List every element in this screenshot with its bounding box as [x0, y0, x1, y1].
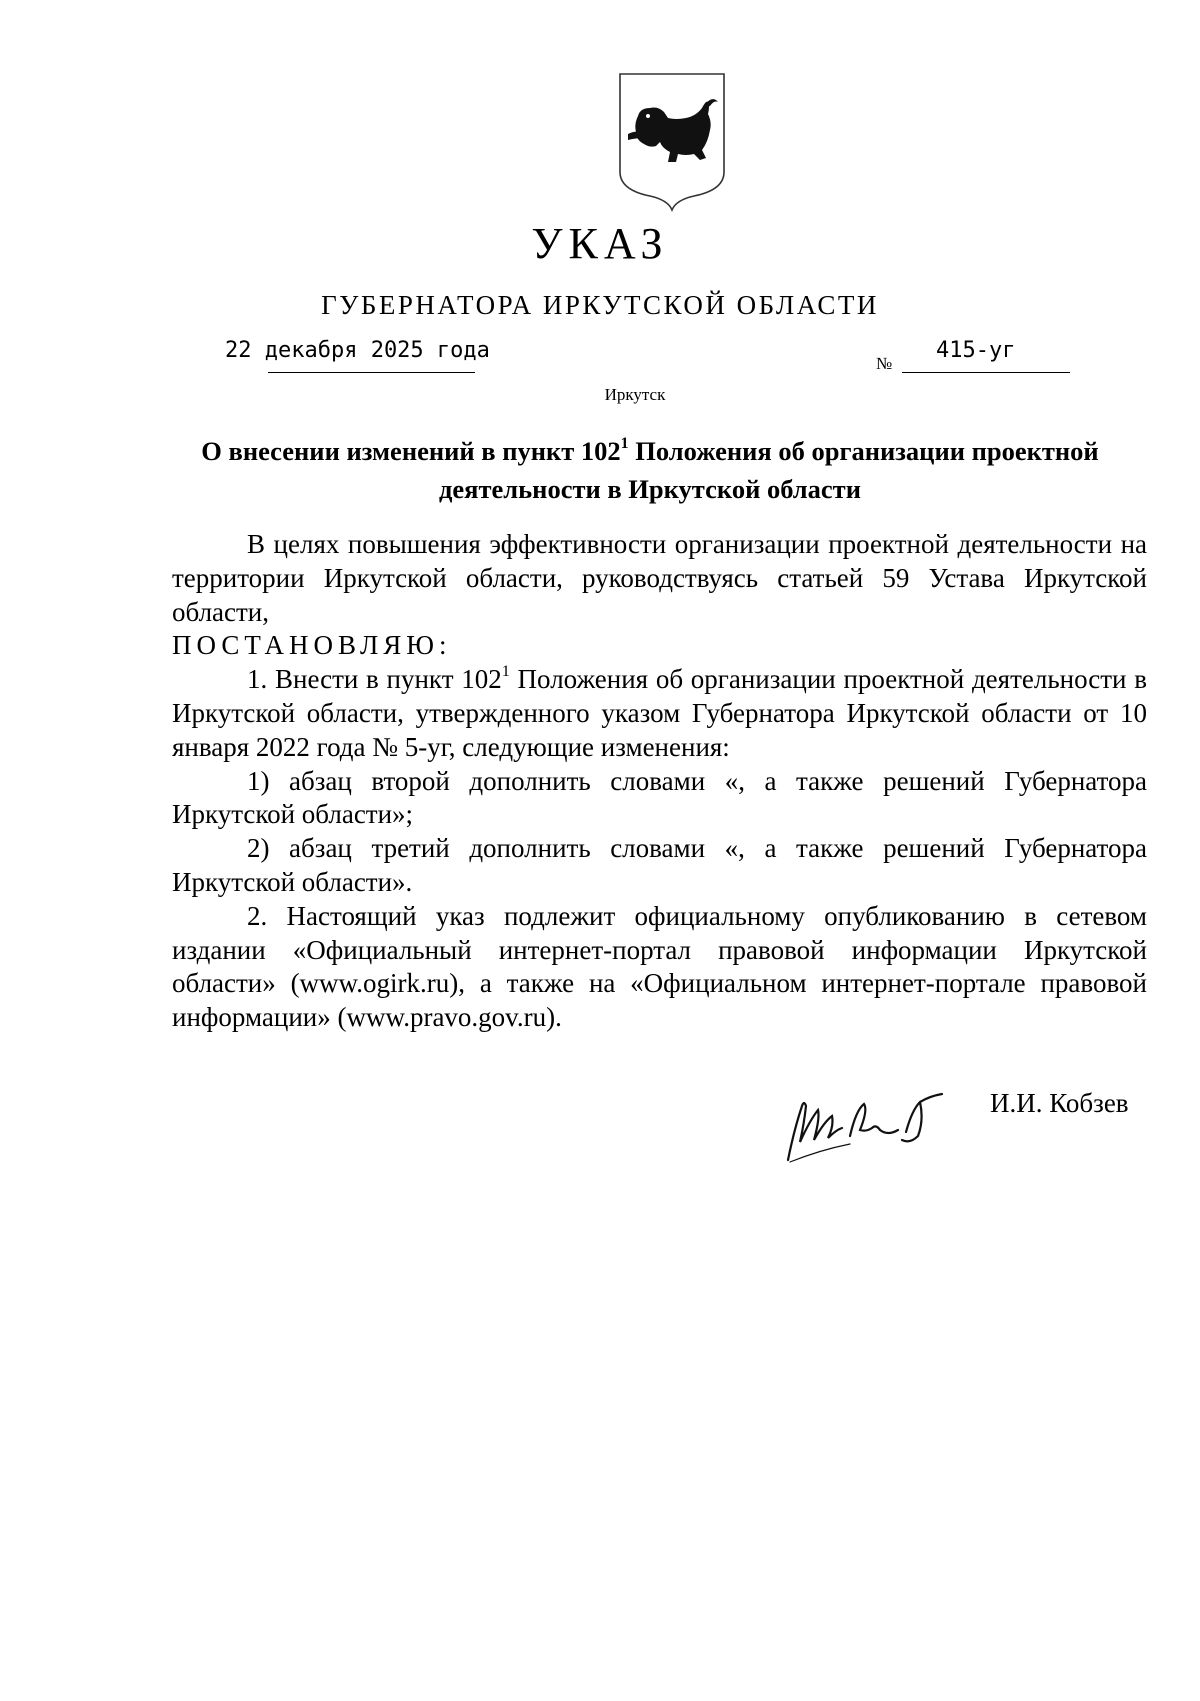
item-1-text-part2: Положения об организации проектной деятельности в Иркутской области, утвержденного указом Губернатора Иркутской области от 10 января 2022 года № 5-уг, следующие изменения: — [172, 664, 1147, 762]
subitem-2-paragraph: 2) абзац третий дополнить словами «, а также решений Губернатора Иркутской области». — [172, 833, 1147, 897]
document-date: 22 декабря 2025 года — [225, 338, 490, 363]
handwritten-signature — [780, 1070, 980, 1170]
postanovlyau-heading: ПОСТАНОВЛЯЮ: — [172, 630, 452, 661]
item-1-text-part1: 1. Внести в пункт 102 — [247, 664, 502, 695]
preamble-paragraph: В целях повышения эффективности организации проектной деятельности на территории Иркутской области, руководствуясь статьей 59 Устава Иркутской области, — [172, 529, 1147, 627]
heading-superscript: 1 — [620, 435, 629, 453]
heading-text-part2: Положения об организации проектной деятельности в Иркутской области — [439, 436, 1099, 504]
item-2-paragraph: 2. Настоящий указ подлежит официальному опубликованию в сетевом издании «Официальный интернет-портал правовой информации Иркутской области» (www.ogirk.ru), а также на «Официальном интернет-портале правовой информации» (www.pravo.gov.ru). — [172, 900, 1147, 1033]
document-number: 415-уг — [936, 338, 1016, 363]
number-underline — [902, 372, 1070, 373]
document-heading — [150, 432, 1150, 508]
irkutsk-coat-of-arms-babr-icon — [616, 72, 728, 212]
document-issuer: ГУБЕРНАТОРА ИРКУТСКОЙ ОБЛАСТИ — [321, 290, 879, 320]
number-sign: № — [876, 354, 893, 373]
document-title: УКАЗ — [531, 219, 669, 268]
subitem-1-paragraph: 1) абзац второй дополнить словами «, а также решений Губернатора Иркутской области»; — [172, 765, 1147, 830]
document-body — [172, 528, 1147, 1035]
signer-name: И.И. Кобзев — [990, 1088, 1129, 1118]
date-underline — [268, 372, 475, 373]
item-1-paragraph — [172, 663, 1147, 764]
heading-text-part1: О внесении изменений в пункт 102 — [201, 436, 621, 466]
item-1-superscript: 1 — [501, 662, 510, 681]
document-city: Иркутск — [604, 385, 666, 404]
